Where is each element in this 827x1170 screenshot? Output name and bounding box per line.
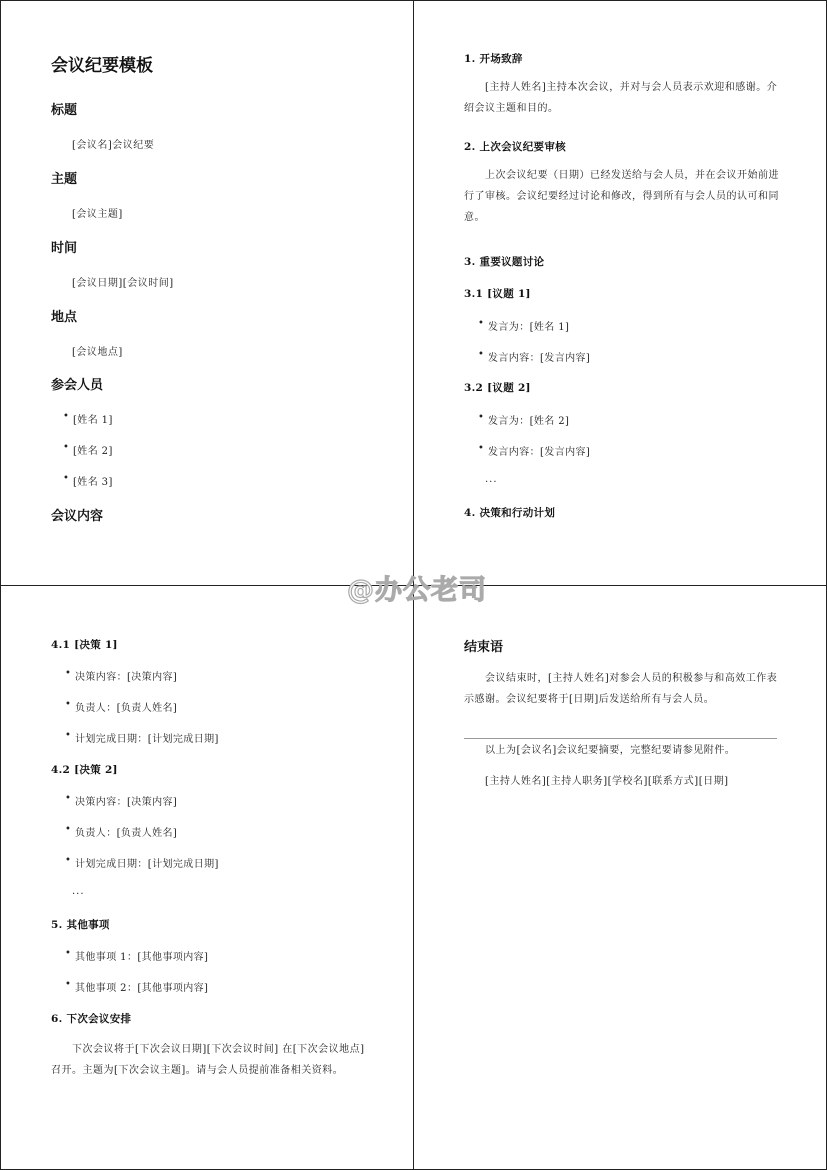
section-2-text: 上次会议纪要（日期）已经发送给与会人员，并在会议开始前进行了审核。会议纪要经过讨论和修改，得到所有与会人员的认可和同意。 [464,170,779,223]
footer-divider [464,738,777,739]
section-4-title: 4. 决策和行动计划 [464,507,556,519]
list-item: • 计划完成日期：[计划完成日期] [75,730,219,745]
section-4-1-title: 4.1 [决策 1] [51,639,118,651]
meeting-topic: [会议主题] [72,209,123,220]
section-6-title: 6. 下次会议安排 [51,1013,132,1025]
footer-summary: 以上为[会议名]会议纪要摘要，完整纪要请参见附件。 [485,745,736,756]
section-2-title: 2. 上次会议纪要审核 [464,141,566,153]
list-item: • 负责人：[负责人姓名] [75,824,177,839]
list-item: • 负责人：[负责人姓名] [75,699,177,714]
ellipsis: ... [485,474,498,485]
section-1-text: [主持人姓名]主持本次会议，并对与会人员表示欢迎和感谢。介绍会议主题和目的。 [464,82,778,114]
heading-attendees: 参会人员 [51,378,104,393]
list-item: • 其他事项 2：[其他事项内容] [75,979,208,994]
meeting-place: [会议地点] [72,347,123,358]
list-item: • 决策内容：[决策内容] [75,793,177,808]
heading-time: 时间 [51,241,78,256]
closing-title: 结束语 [464,640,504,655]
list-item: • 计划完成日期：[计划完成日期] [75,855,219,870]
list-item: • 发言为：[姓名 2] [488,412,569,427]
list-item: • 决策内容：[决策内容] [75,668,177,683]
watermark: @办公老司 [347,575,487,606]
heading-topic: 主题 [51,172,78,187]
section-3-1-title: 3.1 [议题 1] [464,288,531,300]
list-item: • 发言为：[姓名 1] [488,318,569,333]
section-3-title: 3. 重要议题讨论 [464,256,545,268]
meeting-time: [会议日期][会议时间] [72,278,174,289]
section-5-title: 5. 其他事项 [51,919,110,931]
heading-place: 地点 [51,310,78,325]
ellipsis: ... [72,886,85,897]
meeting-name: [会议名]会议纪要 [72,140,155,151]
heading-content: 会议内容 [51,509,104,524]
footer-signature: [主持人姓名][主持人职务][学校名][联系方式][日期] [485,776,729,787]
section-4-2-title: 4.2 [决策 2] [51,764,118,776]
list-item: • 发言内容：[发言内容] [488,443,590,458]
section-1-title: 1. 开场致辞 [464,53,523,65]
document-title: 会议纪要模板 [51,56,153,76]
section-3-2-title: 3.2 [议题 2] [464,382,531,394]
list-item: • [姓名 1] [73,411,113,426]
list-item: • [姓名 3] [73,473,113,488]
section-6-text: 下次会议将于[下次会议日期][下次会议时间] 在[下次会议地点]召开。主题为[下次会议主题]。请与会人员提前准备相关资料。 [51,1044,365,1076]
list-item: • [姓名 2] [73,442,113,457]
list-item: • 其他事项 1：[其他事项内容] [75,948,208,963]
heading-title: 标题 [51,103,78,118]
list-item: • 发言内容：[发言内容] [488,349,590,364]
closing-text: 会议结束时，[主持人姓名]对参会人员的积极参与和高效工作表示感谢。会议纪要将于[日期]后发送给所有与会人员。 [464,673,778,705]
